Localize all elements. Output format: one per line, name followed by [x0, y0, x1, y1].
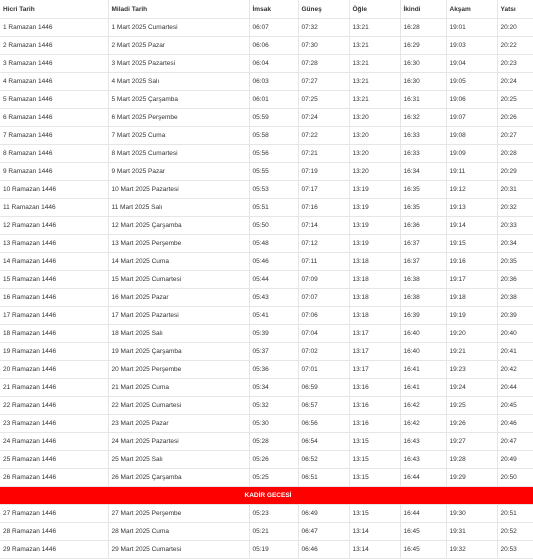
table-cell: 26 Mart 2025 Çarşamba	[108, 469, 249, 487]
table-cell: 20:38	[497, 289, 533, 307]
kadir-gecesi-row	[0, 487, 533, 505]
table-cell: 15 Ramazan 1446	[0, 271, 108, 289]
table-cell: 19 Ramazan 1446	[0, 343, 108, 361]
table-cell: 16:30	[400, 55, 446, 73]
table-cell: 20:20	[497, 19, 533, 37]
table-cell: 13:20	[349, 145, 400, 163]
table-cell: 16:38	[400, 271, 446, 289]
table-cell: 13:15	[349, 469, 400, 487]
table-cell: 06:54	[298, 433, 349, 451]
table-cell: 13:20	[349, 163, 400, 181]
table-cell: 16:37	[400, 253, 446, 271]
table-cell: 15 Mart 2025 Cumartesi	[108, 271, 249, 289]
table-cell: 20:42	[497, 361, 533, 379]
table-cell: 19:20	[446, 325, 497, 343]
table-cell: 9 Ramazan 1446	[0, 163, 108, 181]
table-cell: 19:15	[446, 235, 497, 253]
table-cell: 20:36	[497, 271, 533, 289]
table-cell: 06:51	[298, 469, 349, 487]
table-row	[0, 271, 533, 289]
table-cell: 6 Ramazan 1446	[0, 109, 108, 127]
table-row	[0, 253, 533, 271]
table-cell: 20:28	[497, 145, 533, 163]
table-cell: 19:08	[446, 127, 497, 145]
table-cell: 20:45	[497, 397, 533, 415]
table-cell: 13:14	[349, 523, 400, 541]
table-cell: 05:41	[249, 307, 298, 325]
table-cell: 13:21	[349, 73, 400, 91]
header-ikindi: İkindi	[400, 0, 446, 19]
table-row	[0, 217, 533, 235]
table-cell: 05:50	[249, 217, 298, 235]
table-cell: 28 Mart 2025 Cuma	[108, 523, 249, 541]
table-cell: 07:04	[298, 325, 349, 343]
table-row	[0, 361, 533, 379]
table-cell: 07:25	[298, 91, 349, 109]
table-cell: 19:06	[446, 91, 497, 109]
table-cell: 9 Mart 2025 Pazar	[108, 163, 249, 181]
table-cell: 19 Mart 2025 Çarşamba	[108, 343, 249, 361]
table-row	[0, 343, 533, 361]
table-cell: 05:55	[249, 163, 298, 181]
header-imsak: İmsak	[249, 0, 298, 19]
table-cell: 12 Ramazan 1446	[0, 217, 108, 235]
table-row	[0, 541, 533, 559]
table-cell: 29 Mart 2025 Cumartesi	[108, 541, 249, 559]
table-cell: 19:28	[446, 451, 497, 469]
header-gunes: Güneş	[298, 0, 349, 19]
table-cell: 7 Mart 2025 Cuma	[108, 127, 249, 145]
table-cell: 07:24	[298, 109, 349, 127]
table-cell: 05:46	[249, 253, 298, 271]
table-cell: 13:18	[349, 307, 400, 325]
table-cell: 20:52	[497, 523, 533, 541]
table-cell: 13:15	[349, 433, 400, 451]
table-cell: 20:39	[497, 307, 533, 325]
table-cell: 11 Mart 2025 Salı	[108, 199, 249, 217]
table-cell: 05:21	[249, 523, 298, 541]
table-row	[0, 379, 533, 397]
table-cell: 7 Ramazan 1446	[0, 127, 108, 145]
table-cell: 18 Mart 2025 Salı	[108, 325, 249, 343]
table-cell: 20:25	[497, 91, 533, 109]
table-cell: 24 Mart 2025 Pazartesi	[108, 433, 249, 451]
table-cell: 13:21	[349, 91, 400, 109]
table-cell: 05:59	[249, 109, 298, 127]
table-row	[0, 91, 533, 109]
table-cell: 13:19	[349, 217, 400, 235]
table-cell: 16:32	[400, 109, 446, 127]
table-cell: 07:16	[298, 199, 349, 217]
table-cell: 05:25	[249, 469, 298, 487]
table-cell: 19:01	[446, 19, 497, 37]
table-cell: 8 Mart 2025 Cumartesi	[108, 145, 249, 163]
table-cell: 27 Ramazan 1446	[0, 505, 108, 523]
table-cell: 16:39	[400, 307, 446, 325]
table-cell: 16:31	[400, 91, 446, 109]
table-cell: 20:26	[497, 109, 533, 127]
table-cell: 16:41	[400, 379, 446, 397]
table-row	[0, 235, 533, 253]
table-cell: 20:49	[497, 451, 533, 469]
table-cell: 1 Ramazan 1446	[0, 19, 108, 37]
table-row	[0, 163, 533, 181]
table-cell: 06:47	[298, 523, 349, 541]
table-cell: 25 Ramazan 1446	[0, 451, 108, 469]
table-row	[0, 433, 533, 451]
kadir-gecesi-label: KADİR GECESİ	[0, 487, 533, 505]
table-cell: 13:21	[349, 37, 400, 55]
table-cell: 16:44	[400, 469, 446, 487]
table-cell: 12 Mart 2025 Çarşamba	[108, 217, 249, 235]
table-cell: 11 Ramazan 1446	[0, 199, 108, 217]
table-cell: 10 Ramazan 1446	[0, 181, 108, 199]
table-cell: 19:11	[446, 163, 497, 181]
table-cell: 16:34	[400, 163, 446, 181]
table-cell: 4 Ramazan 1446	[0, 73, 108, 91]
table-row	[0, 415, 533, 433]
table-cell: 26 Ramazan 1446	[0, 469, 108, 487]
table-cell: 3 Ramazan 1446	[0, 55, 108, 73]
table-cell: 05:32	[249, 397, 298, 415]
table-cell: 07:19	[298, 163, 349, 181]
table-row	[0, 469, 533, 487]
table-cell: 22 Ramazan 1446	[0, 397, 108, 415]
table-cell: 06:01	[249, 91, 298, 109]
table-cell: 13:21	[349, 19, 400, 37]
table-cell: 5 Mart 2025 Çarşamba	[108, 91, 249, 109]
table-cell: 07:28	[298, 55, 349, 73]
table-cell: 13:19	[349, 235, 400, 253]
table-cell: 13 Ramazan 1446	[0, 235, 108, 253]
table-cell: 07:21	[298, 145, 349, 163]
table-cell: 19:16	[446, 253, 497, 271]
table-cell: 19:04	[446, 55, 497, 73]
table-cell: 24 Ramazan 1446	[0, 433, 108, 451]
table-cell: 16:42	[400, 415, 446, 433]
table-cell: 05:39	[249, 325, 298, 343]
table-cell: 5 Ramazan 1446	[0, 91, 108, 109]
table-body	[0, 19, 533, 487]
table-cell: 20 Mart 2025 Perşembe	[108, 361, 249, 379]
table-cell: 19:14	[446, 217, 497, 235]
table-cell: 20:31	[497, 181, 533, 199]
table-cell: 1 Mart 2025 Cumartesi	[108, 19, 249, 37]
table-cell: 06:06	[249, 37, 298, 55]
table-cell: 20:33	[497, 217, 533, 235]
table-cell: 16:42	[400, 397, 446, 415]
table-cell: 06:07	[249, 19, 298, 37]
table-cell: 19:23	[446, 361, 497, 379]
table-cell: 07:02	[298, 343, 349, 361]
table-cell: 19:29	[446, 469, 497, 487]
table-cell: 05:43	[249, 289, 298, 307]
table-row	[0, 523, 533, 541]
table-cell: 16:33	[400, 145, 446, 163]
table-cell: 13:17	[349, 361, 400, 379]
table-cell: 07:14	[298, 217, 349, 235]
table-cell: 3 Mart 2025 Pazartesi	[108, 55, 249, 73]
table-row	[0, 307, 533, 325]
table-cell: 13:21	[349, 55, 400, 73]
table-row	[0, 289, 533, 307]
table-cell: 25 Mart 2025 Salı	[108, 451, 249, 469]
table-cell: 06:46	[298, 541, 349, 559]
table-cell: 19:18	[446, 289, 497, 307]
header-ogle: Öğle	[349, 0, 400, 19]
table-cell: 13:18	[349, 271, 400, 289]
table-cell: 05:26	[249, 451, 298, 469]
table-cell: 07:12	[298, 235, 349, 253]
table-cell: 4 Mart 2025 Salı	[108, 73, 249, 91]
table-cell: 05:19	[249, 541, 298, 559]
table-cell: 29 Ramazan 1446	[0, 541, 108, 559]
table-cell: 20:46	[497, 415, 533, 433]
table-cell: 13:18	[349, 289, 400, 307]
table-cell: 13:15	[349, 505, 400, 523]
table-cell: 13:20	[349, 127, 400, 145]
table-cell: 2 Ramazan 1446	[0, 37, 108, 55]
table-cell: 20:44	[497, 379, 533, 397]
table-cell: 16:36	[400, 217, 446, 235]
table-row	[0, 73, 533, 91]
table-row	[0, 109, 533, 127]
table-cell: 05:23	[249, 505, 298, 523]
table-cell: 16:45	[400, 523, 446, 541]
table-cell: 16:41	[400, 361, 446, 379]
table-cell: 05:58	[249, 127, 298, 145]
table-cell: 16:33	[400, 127, 446, 145]
table-row	[0, 451, 533, 469]
table-row	[0, 145, 533, 163]
table-cell: 13:17	[349, 325, 400, 343]
table-cell: 18 Ramazan 1446	[0, 325, 108, 343]
table-row	[0, 127, 533, 145]
header-miladi-tarih: Miladi Tarih	[108, 0, 249, 19]
table-body-after	[0, 505, 533, 559]
table-cell: 8 Ramazan 1446	[0, 145, 108, 163]
table-cell: 13:16	[349, 397, 400, 415]
table-row	[0, 55, 533, 73]
table-cell: 16:35	[400, 199, 446, 217]
table-cell: 20:34	[497, 235, 533, 253]
table-cell: 13:17	[349, 343, 400, 361]
table-cell: 07:11	[298, 253, 349, 271]
table-cell: 23 Mart 2025 Pazar	[108, 415, 249, 433]
table-row	[0, 19, 533, 37]
table-cell: 06:59	[298, 379, 349, 397]
table-cell: 20:51	[497, 505, 533, 523]
table-cell: 13:16	[349, 379, 400, 397]
table-cell: 20:35	[497, 253, 533, 271]
table-cell: 20:22	[497, 37, 533, 55]
table-cell: 20:53	[497, 541, 533, 559]
table-cell: 06:04	[249, 55, 298, 73]
table-cell: 06:56	[298, 415, 349, 433]
table-cell: 16:43	[400, 433, 446, 451]
table-cell: 07:06	[298, 307, 349, 325]
table-cell: 16 Mart 2025 Pazar	[108, 289, 249, 307]
table-cell: 20 Ramazan 1446	[0, 361, 108, 379]
table-cell: 10 Mart 2025 Pazartesi	[108, 181, 249, 199]
table-row	[0, 505, 533, 523]
table-cell: 07:01	[298, 361, 349, 379]
header-hicri-tarih: Hicri Tarih	[0, 0, 108, 19]
table-cell: 19:25	[446, 397, 497, 415]
table-cell: 19:12	[446, 181, 497, 199]
table-cell: 19:03	[446, 37, 497, 55]
table-cell: 07:30	[298, 37, 349, 55]
table-cell: 16:43	[400, 451, 446, 469]
table-cell: 05:53	[249, 181, 298, 199]
table-cell: 16:28	[400, 19, 446, 37]
table-cell: 27 Mart 2025 Perşembe	[108, 505, 249, 523]
table-cell: 14 Ramazan 1446	[0, 253, 108, 271]
table-cell: 20:40	[497, 325, 533, 343]
table-cell: 07:07	[298, 289, 349, 307]
table-cell: 06:49	[298, 505, 349, 523]
table-cell: 19:05	[446, 73, 497, 91]
table-cell: 20:47	[497, 433, 533, 451]
table-cell: 19:24	[446, 379, 497, 397]
table-cell: 16:40	[400, 343, 446, 361]
table-cell: 16:29	[400, 37, 446, 55]
table-cell: 20:29	[497, 163, 533, 181]
table-cell: 06:52	[298, 451, 349, 469]
table-cell: 05:51	[249, 199, 298, 217]
table-row	[0, 325, 533, 343]
table-cell: 05:36	[249, 361, 298, 379]
table-cell: 13:16	[349, 415, 400, 433]
table-cell: 05:28	[249, 433, 298, 451]
table-cell: 19:17	[446, 271, 497, 289]
table-cell: 17 Ramazan 1446	[0, 307, 108, 325]
table-cell: 20:24	[497, 73, 533, 91]
table-cell: 20:32	[497, 199, 533, 217]
table-cell: 28 Ramazan 1446	[0, 523, 108, 541]
table-cell: 16 Ramazan 1446	[0, 289, 108, 307]
table-header-row	[0, 0, 533, 19]
special-row-group	[0, 487, 533, 505]
table-cell: 19:09	[446, 145, 497, 163]
table-cell: 07:32	[298, 19, 349, 37]
table-cell: 20:41	[497, 343, 533, 361]
table-cell: 19:32	[446, 541, 497, 559]
table-cell: 19:31	[446, 523, 497, 541]
table-cell: 19:19	[446, 307, 497, 325]
table-cell: 22 Mart 2025 Cumartesi	[108, 397, 249, 415]
table-cell: 13:14	[349, 541, 400, 559]
table-cell: 07:22	[298, 127, 349, 145]
table-cell: 17 Mart 2025 Pazartesi	[108, 307, 249, 325]
table-cell: 23 Ramazan 1446	[0, 415, 108, 433]
table-cell: 21 Ramazan 1446	[0, 379, 108, 397]
table-cell: 06:57	[298, 397, 349, 415]
table-cell: 19:26	[446, 415, 497, 433]
table-cell: 16:45	[400, 541, 446, 559]
table-cell: 07:17	[298, 181, 349, 199]
table-cell: 05:44	[249, 271, 298, 289]
table-cell: 20:50	[497, 469, 533, 487]
table-cell: 05:34	[249, 379, 298, 397]
table-cell: 6 Mart 2025 Perşembe	[108, 109, 249, 127]
table-cell: 05:30	[249, 415, 298, 433]
table-cell: 05:56	[249, 145, 298, 163]
table-cell: 13 Mart 2025 Perşembe	[108, 235, 249, 253]
table-cell: 07:09	[298, 271, 349, 289]
table-cell: 13:15	[349, 451, 400, 469]
table-cell: 20:27	[497, 127, 533, 145]
table-cell: 2 Mart 2025 Pazar	[108, 37, 249, 55]
table-cell: 07:27	[298, 73, 349, 91]
header-aksam: Akşam	[446, 0, 497, 19]
table-row	[0, 199, 533, 217]
table-cell: 16:40	[400, 325, 446, 343]
table-cell: 16:30	[400, 73, 446, 91]
table-cell: 16:44	[400, 505, 446, 523]
table-cell: 19:13	[446, 199, 497, 217]
table-row	[0, 181, 533, 199]
table-cell: 16:35	[400, 181, 446, 199]
table-cell: 13:19	[349, 199, 400, 217]
header-yatsi: Yatsı	[497, 0, 533, 19]
table-cell: 05:37	[249, 343, 298, 361]
table-cell: 21 Mart 2025 Cuma	[108, 379, 249, 397]
table-cell: 06:03	[249, 73, 298, 91]
table-row	[0, 37, 533, 55]
table-row	[0, 397, 533, 415]
table-cell: 14 Mart 2025 Cuma	[108, 253, 249, 271]
table-cell: 05:48	[249, 235, 298, 253]
table-cell: 13:20	[349, 109, 400, 127]
table-cell: 19:27	[446, 433, 497, 451]
table-cell: 19:21	[446, 343, 497, 361]
table-cell: 16:38	[400, 289, 446, 307]
table-cell: 19:30	[446, 505, 497, 523]
table-cell: 13:18	[349, 253, 400, 271]
table-cell: 16:37	[400, 235, 446, 253]
table-cell: 13:19	[349, 181, 400, 199]
table-cell: 19:07	[446, 109, 497, 127]
table-cell: 20:23	[497, 55, 533, 73]
